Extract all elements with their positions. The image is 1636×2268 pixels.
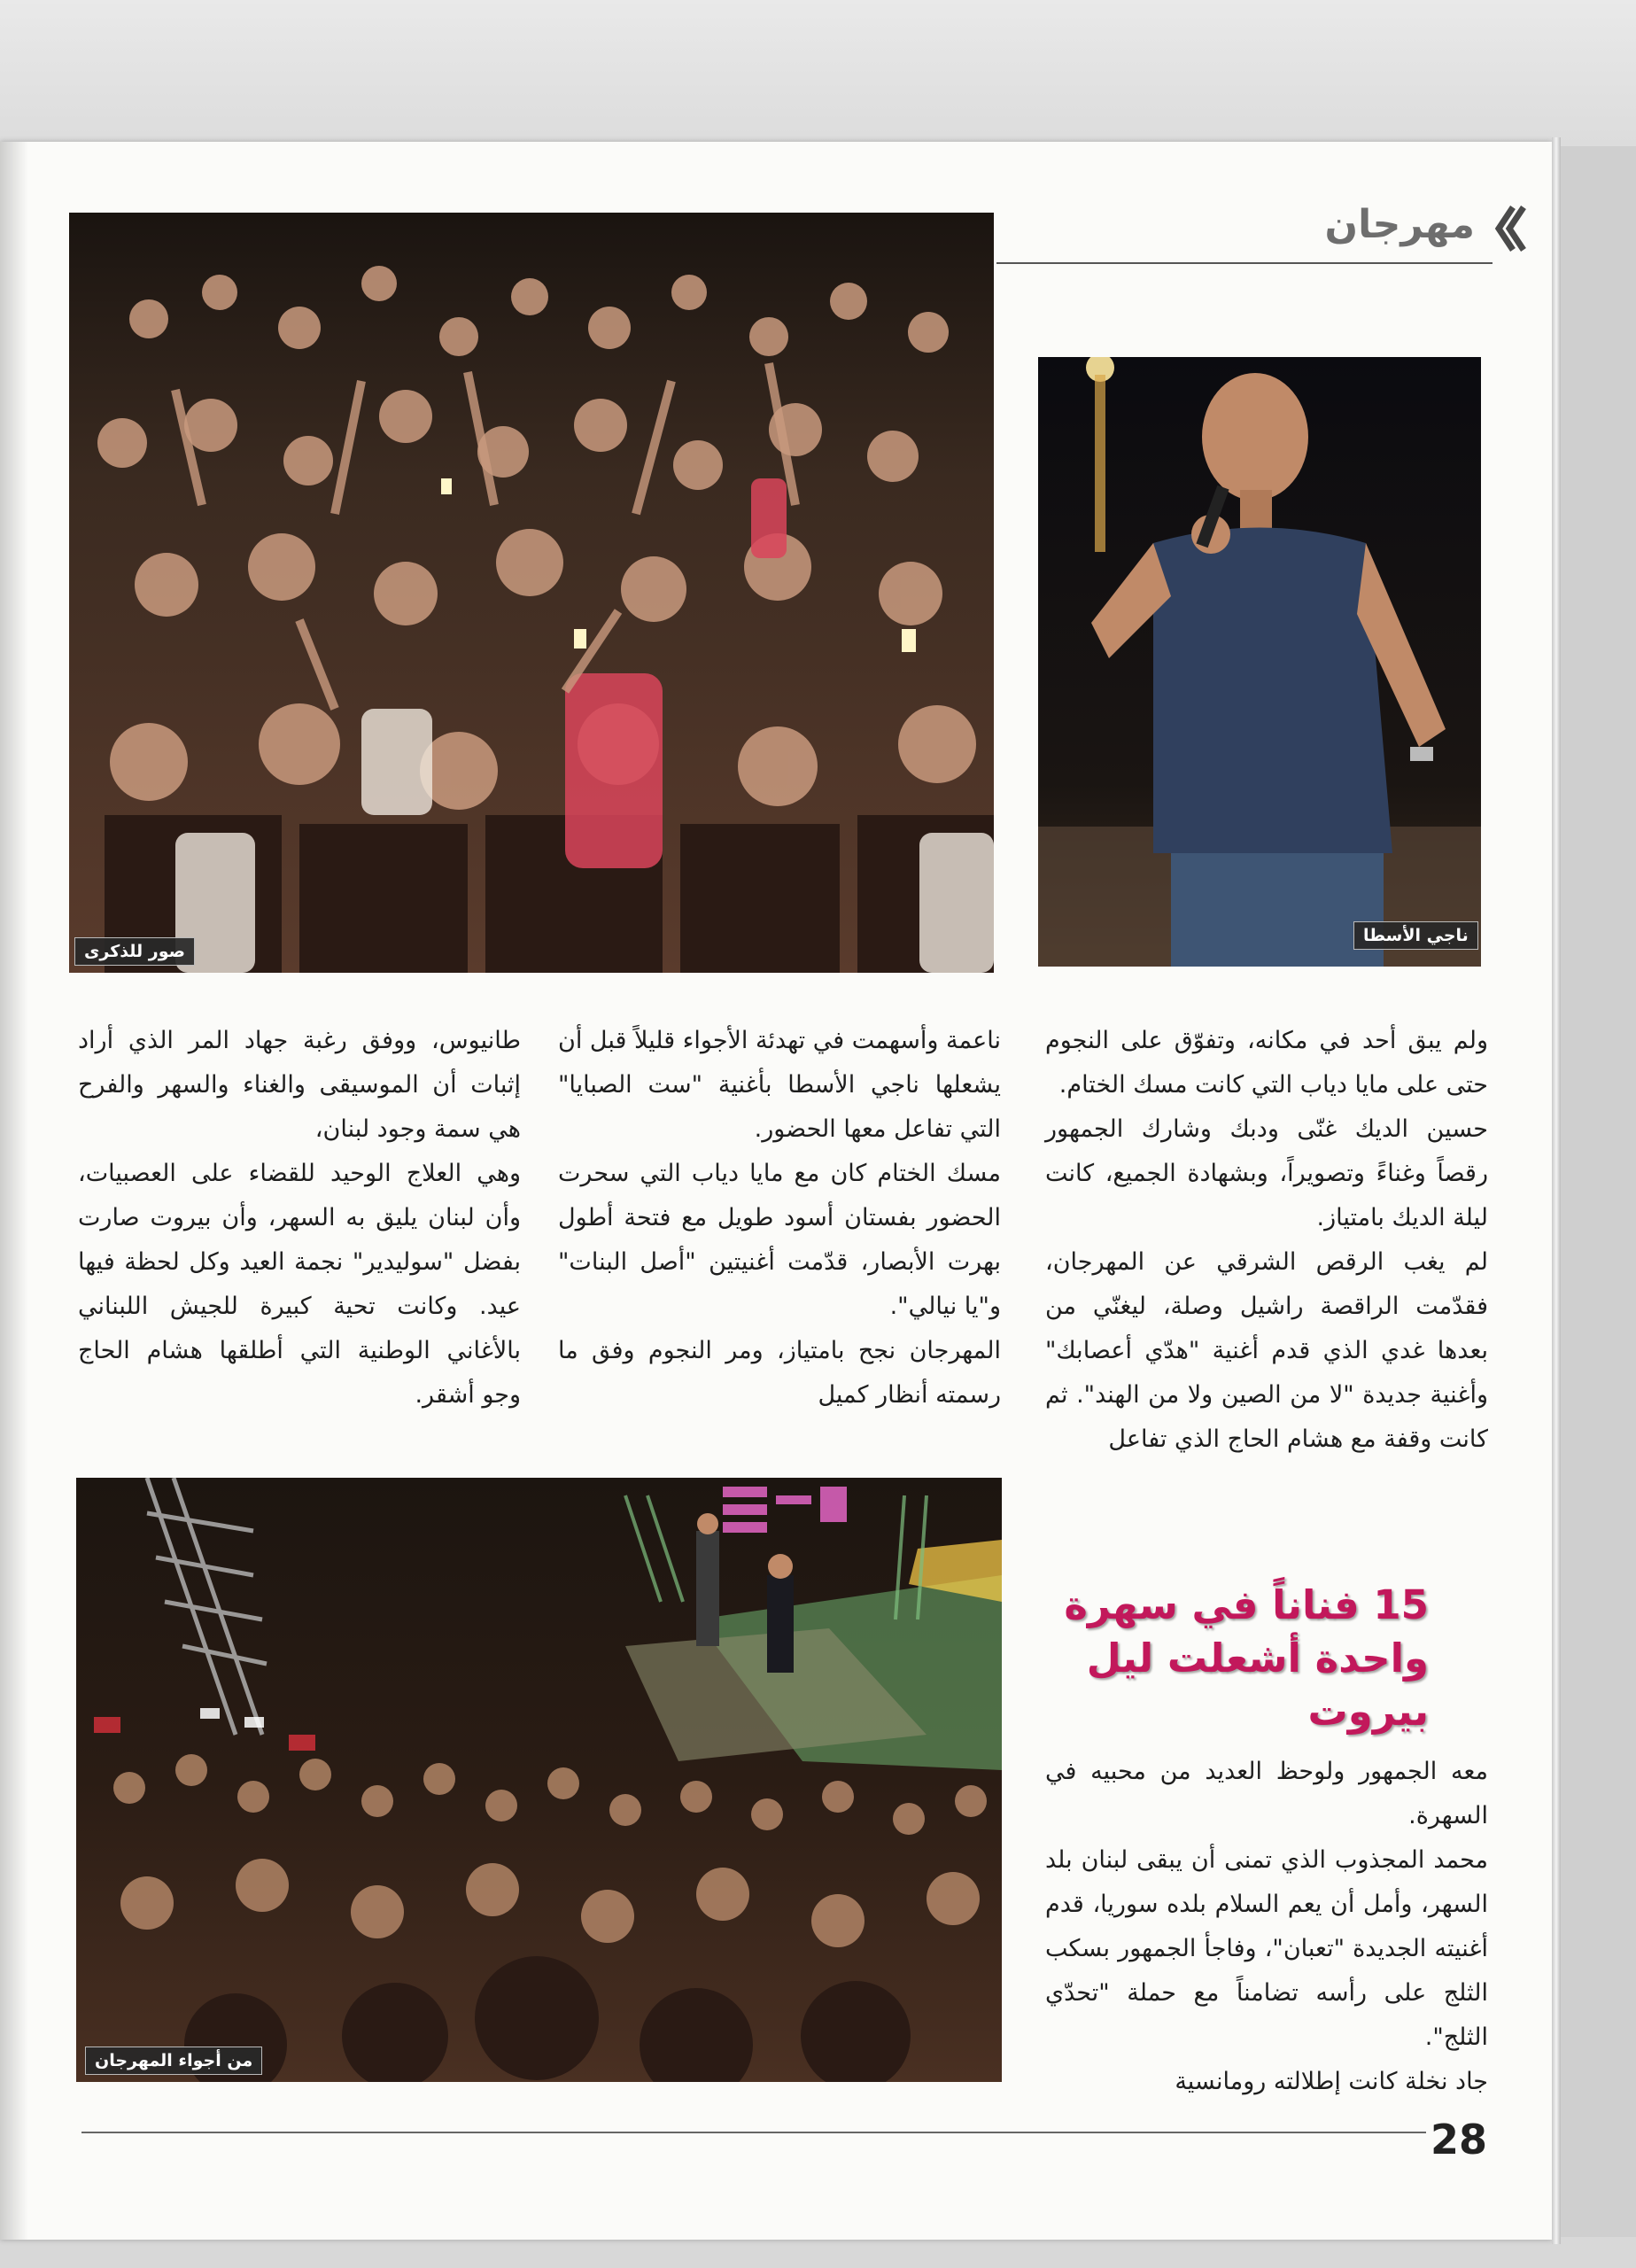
stage-photo-caption: من أجواء المهرجان: [85, 2047, 262, 2075]
singer-photo-caption: ناجي الأسطا: [1353, 921, 1478, 950]
header-rule: [996, 262, 1493, 264]
singer-photo: [1038, 357, 1481, 967]
paragraph: محمد المجذوب الذي تمنى أن يبقى لبنان بلد السهر، وأمل أن يعم السلام بلده سوريا، قدم أغنيته الجديدة "تعبان"، وفاجأ الجمهور بسكب الثلج على رأسه تضامناً مع حملة "تحدّي الثلج".: [1045, 1846, 1488, 2051]
paragraph: طانيوس، ووفق رغبة جهاد المر الذي أراد إثبات أن الموسيقى والغناء والسهر والفرح هي سمة وجود لبنان،: [78, 1027, 521, 1143]
article-headline: 15 فناناً في سهرة واحدة أشعلت ليل بيروت: [1064, 1581, 1429, 1735]
crowd-photo-caption: صور للذكرى: [74, 937, 195, 966]
scan-background-top: [0, 0, 1636, 146]
paragraph: وهي العلاج الوحيد للقضاء على العصبيات، وأن لبنان يليق به السهر، وأن بيروت صارت بفضل "سوليدير" نجمة العيد وكل لحظة فيها عيد. وكانت تحية كبيرة للجيش اللبناني بالأغاني الوطنية التي أطلقها هشام الحاج وجو أشقر.: [78, 1160, 521, 1409]
double-chevron-icon: [1486, 204, 1527, 253]
paragraph: ناعمة وأسهمت في تهدئة الأجواء قليلاً قبل أن يشعلها ناجي الأسطا بأغنية "ست الصبايا" التي تفاعل معها الحضور.: [558, 1027, 1001, 1143]
paragraph: المهرجان نجح بامتياز، ومر النجوم وفق ما رسمته أنظار كميل: [558, 1337, 1001, 1409]
crowd-photo: [69, 213, 994, 973]
paragraph: مسك الختام كان مع مايا دياب التي سحرت الحضور بفستان أسود طويل مع فتحة أطول بهرت الأبصار، قدّمت أغنيتين "أصل البنات" و"يا نيالي".: [558, 1160, 1001, 1320]
page-edge: [1552, 137, 1561, 2244]
stage-photo: [76, 1478, 1002, 2082]
paragraph: ولم يبق أحد في مكانه، وتفوّق على النجوم حتى على مايا دياب التي كانت مسك الختام.: [1045, 1027, 1488, 1099]
article-column-right-bottom: [1045, 1750, 1488, 2104]
article-column-middle: [558, 1019, 1001, 1418]
paragraph: معه الجمهور ولوحظ العديد من محبيه في السهرة.: [1045, 1758, 1488, 1829]
paragraph: لم يغب الرقص الشرقي عن المهرجان، فقدّمت الراقصة راشيل وصلة، ليغنّي من بعدها غدي الذي قدم أغنية "هدّي أعصابك" وأغنية جديدة "لا من الصين ولا من الهند". ثم كانت وقفة مع هشام الحاج الذي تفاعل: [1045, 1248, 1488, 1453]
section-title: مهرجان: [1324, 202, 1475, 247]
footer-rule: [81, 2132, 1426, 2133]
paragraph: جاد نخلة كانت إطلالته رومانسية: [1175, 2068, 1488, 2095]
article-column-left: [78, 1019, 521, 1418]
page-number: 28: [1431, 2116, 1488, 2163]
article-column-right-top: [1045, 1019, 1488, 1462]
binding-shadow: [0, 142, 28, 2240]
paragraph: حسين الديك غنّى ودبك وشارك الجمهور رقصاً وغناءً وتصويراً، وبشهادة الجميع، كانت ليلة الديك بامتياز.: [1045, 1115, 1488, 1231]
scan-background-bottom: [0, 2237, 1636, 2268]
